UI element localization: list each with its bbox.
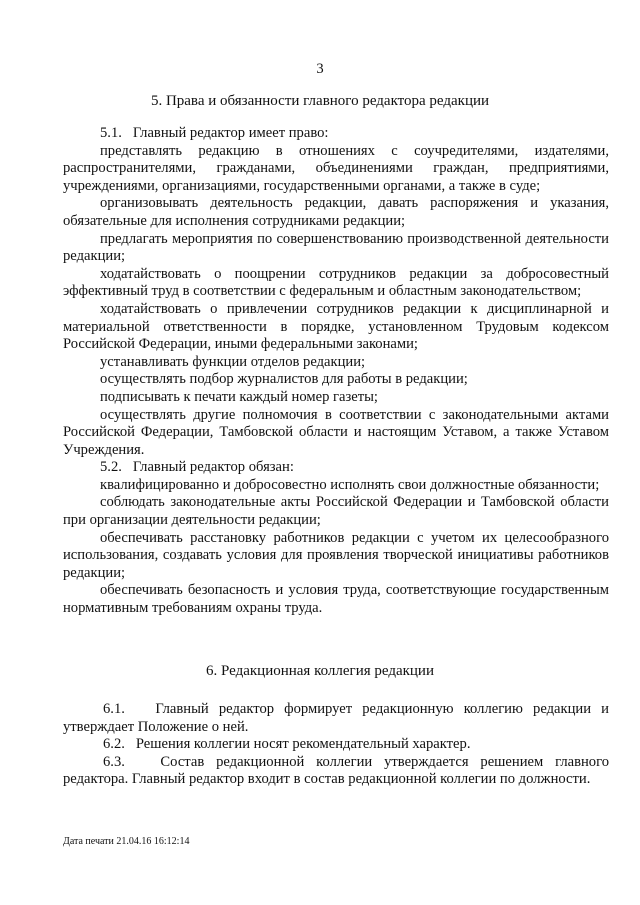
- paragraph: 6.2. Решения коллегии носят рекомендательный характер.: [103, 736, 471, 753]
- paragraph: осуществлять другие полномочия в соответствии с законодательными актами Российской Федерации, Тамбовской области и настоящим Уставом, а также Уставом Учреждения.: [63, 406, 609, 458]
- paragraph: квалифицированно и добросовестно исполнять свои должностные обязанности;: [100, 476, 600, 493]
- paragraph: 5.2. Главный редактор обязан:: [100, 459, 294, 476]
- paragraph: представлять редакцию в отношениях с соучредителями, издателями, распространителями, гражданами, объединениями граждан, предприятиями, учреждениями, организациями, государственными органами, а также в суде;: [63, 142, 609, 194]
- section-6-body: [63, 701, 609, 789]
- paragraph: 6.3. Состав редакционной коллегии утверждается решением главного редактора. Главный редактор входит в состав редакционной коллегии по должности.: [63, 753, 609, 788]
- paragraph: ходатайствовать о поощрении сотрудников редакции за добросовестный эффективный труд в соответствии с федеральным и областным законодательством;: [63, 265, 609, 300]
- paragraph: соблюдать законодательные акты Российской Федерации и Тамбовской области при организации деятельности редакции;: [63, 494, 609, 529]
- paragraph: организовывать деятельность редакции, давать распоряжения и указания, обязательные для исполнения сотрудниками редакции;: [63, 195, 609, 229]
- paragraph: обеспечивать безопасность и условия труда, соответствующие государственным нормативным требованиям охраны труда.: [63, 582, 609, 617]
- section-5-title: 5. Права и обязанности главного редактора редакции: [150, 93, 490, 109]
- print-date-footer: Дата печати 21.04.16 16:12:14: [63, 836, 190, 847]
- section-5-body: [63, 125, 609, 618]
- paragraph: 5.1. Главный редактор имеет право:: [100, 125, 329, 141]
- page-number: 3: [316, 61, 324, 77]
- paragraph: устанавливать функции отделов редакции;: [100, 353, 366, 370]
- section-6-title: 6. Редакционная коллегия редакции: [205, 663, 434, 679]
- paragraph: 6.1. Главный редактор формирует редакционную коллегию редакции и утверждает Положение о ней.: [63, 701, 609, 735]
- paragraph: осуществлять подбор журналистов для работы в редакции;: [100, 371, 468, 388]
- paragraph: ходатайствовать о привлечении сотрудников редакции к дисциплинарной и материальной ответственности в порядке, установленном Трудовым кодексом Российской Федерации, иными федеральными законами;: [63, 300, 609, 353]
- paragraph: предлагать мероприятия по совершенствованию производственной деятельности редакции;: [63, 230, 609, 265]
- paragraph: подписывать к печати каждый номер газеты;: [100, 388, 378, 405]
- paragraph: обеспечивать расстановку работников редакции с учетом их целесообразного использования, создавать условия для проявления творческой инициативы работников редакции;: [63, 529, 609, 581]
